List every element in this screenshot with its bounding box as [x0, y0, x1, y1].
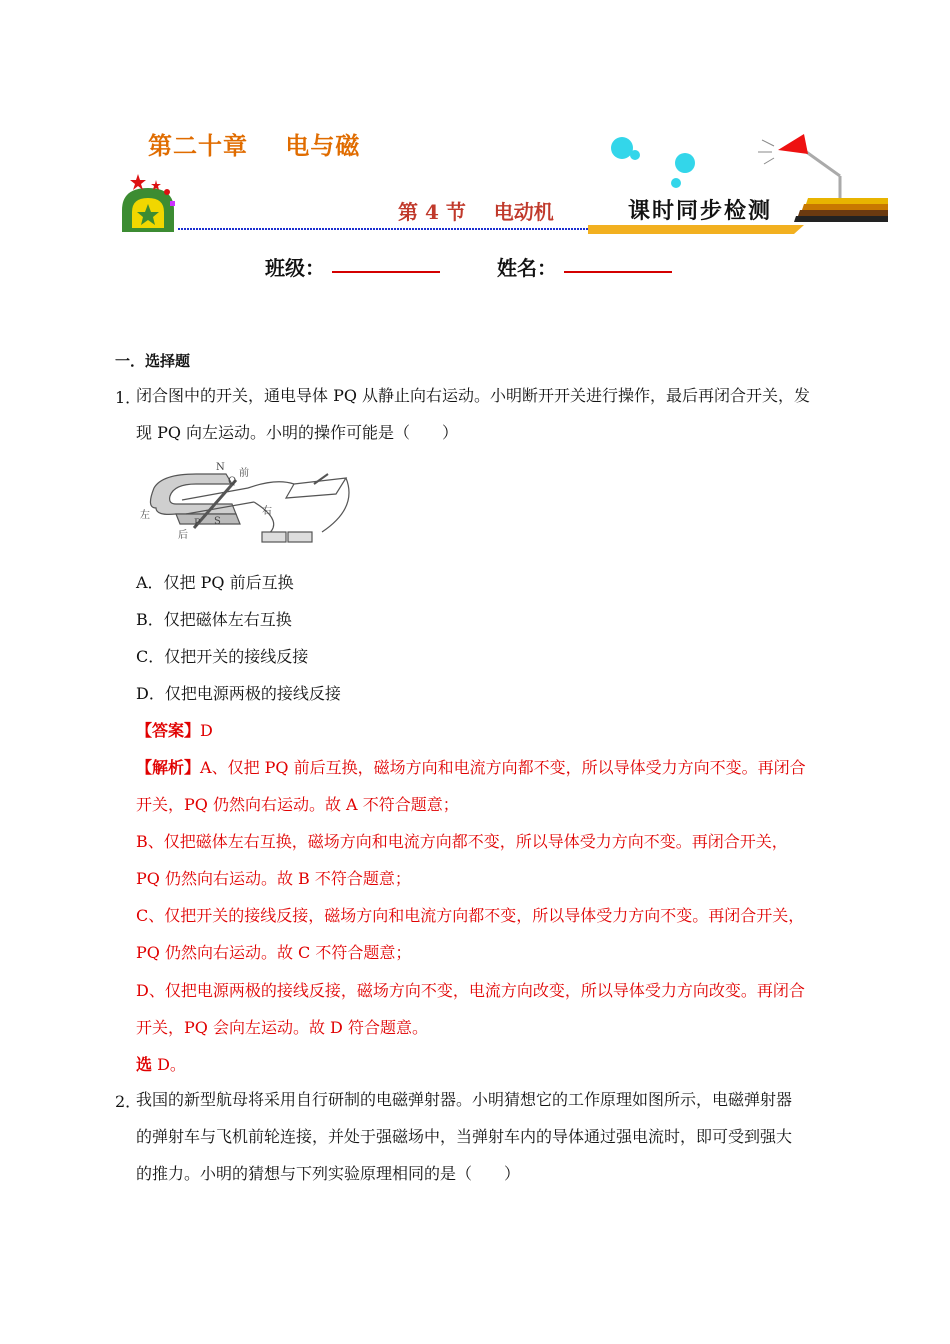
- analysis-line: C、仅把开关的接线反接，磁场方向和电流方向都不变，所以导体受力方向不变。再闭合开关，: [136, 906, 805, 925]
- label-s: S: [214, 516, 221, 527]
- chapter-title: 第二十章 电与磁: [148, 131, 361, 160]
- question-line: 闭合图中的开关，通电导体 PQ 从静止向右运动。小明断开开关进行操作，最后再闭合开关，发: [136, 386, 811, 405]
- analysis-line: D、仅把电源两极的接线反接，磁场方向不变，电流方向改变，所以导体受力方向改变。再闭合: [136, 981, 805, 1000]
- analysis-line: 开关，PQ 仍然向右运动。故 A 不符合题意；: [136, 795, 459, 814]
- analysis-label: 【解析】: [136, 758, 201, 777]
- question-line: 现 PQ 向左运动。小明的操作可能是（ ）: [136, 423, 459, 442]
- analysis-line: B、仅把磁体左右互换，磁场方向和电流方向都不变，所以导体受力方向不变。再闭合开关，: [136, 832, 788, 851]
- label-back: 后: [178, 530, 188, 541]
- option-b[interactable]: B．仅把磁体左右互换: [136, 610, 292, 629]
- selected-answer: [136, 1052, 841, 1075]
- label-q: Q: [228, 476, 237, 487]
- question-line: 我国的新型航母将采用自行研制的电磁弹射器。小明猜想它的工作原理如图所示，电磁弹射器: [136, 1090, 793, 1109]
- option-a[interactable]: A．仅把 PQ 前后互换: [136, 573, 294, 592]
- name-field[interactable]: [564, 271, 672, 273]
- question-number: 2．: [115, 1092, 142, 1111]
- desk-lamp-icon: [758, 134, 840, 198]
- analysis-line: 【解析】A、仅把 PQ 前后互换，磁场方向和电流方向都不变，所以导体受力方向不变。再闭合: [136, 758, 806, 777]
- class-field[interactable]: [332, 271, 440, 273]
- analysis-line: PQ 仍然向右运动。故 B 不符合题意；: [136, 869, 411, 888]
- star-badge-icon: [122, 174, 175, 232]
- label-n: N: [216, 462, 225, 473]
- analysis-line: 开关，PQ 会向左运动。故 D 符合题意。: [136, 1018, 428, 1037]
- answer-value: D: [200, 721, 213, 740]
- decor-bubble-icon: [611, 137, 633, 159]
- name-label: 姓名：: [497, 256, 557, 280]
- question-number: 1．: [115, 388, 142, 407]
- sync-test-title: 课时同步检测: [628, 199, 773, 224]
- analysis-line: PQ 仍然向右运动。故 C 不符合题意；: [136, 943, 412, 962]
- question-line: 的弹射车与飞机前轮连接，并处于强磁场中，当弹射车内的导体通过强电流时，即可受到强大: [136, 1127, 793, 1146]
- option-d[interactable]: D．仅把电源两极的接线反接: [136, 684, 341, 703]
- answer-label: 【答案】: [136, 721, 201, 740]
- section-title: 第 4 节 电动机: [398, 200, 554, 224]
- select-value: D。: [152, 1055, 186, 1074]
- option-c[interactable]: C．仅把开关的接线反接: [136, 647, 309, 666]
- question-line: 的推力。小明的猜想与下列实验原理相同的是（ ）: [136, 1164, 521, 1183]
- label-left: 左: [140, 510, 150, 521]
- motor-experiment-figure: [136, 458, 356, 550]
- class-label: 班级：: [265, 256, 325, 280]
- label-right: 右: [262, 506, 272, 517]
- select-label: 选: [136, 1055, 153, 1074]
- label-p: P: [194, 518, 201, 529]
- label-front: 前: [239, 468, 249, 479]
- section-heading: 一．选择题: [115, 352, 191, 370]
- answer-line: [136, 718, 841, 741]
